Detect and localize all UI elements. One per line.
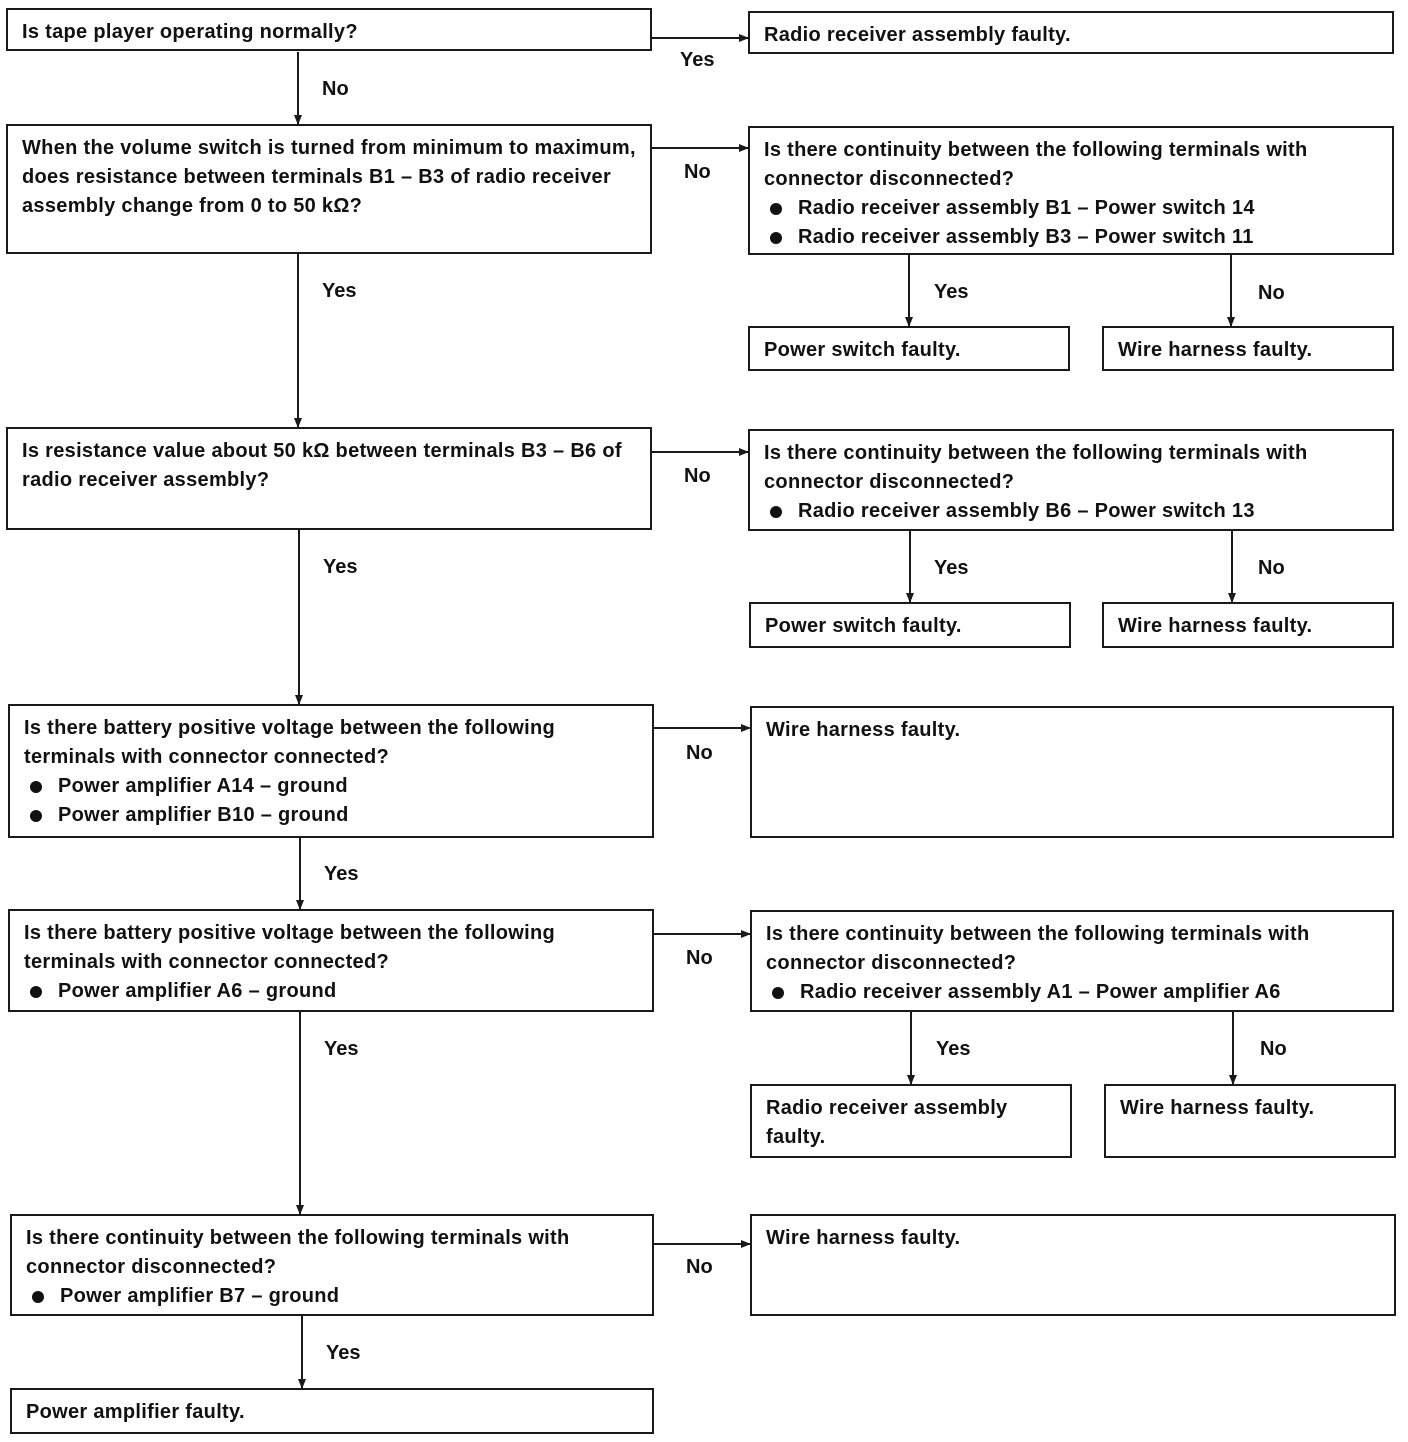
check-continuity-a1-a6-text: Is there continuity between the following terminals with connector disconnected? (766, 923, 1310, 974)
label-q1-no: No (322, 78, 349, 100)
result-power-switch-faulty-text: Power switch faulty. (765, 615, 962, 637)
label-c3-yes: Yes (934, 557, 969, 579)
result-wire-harness-faulty (750, 1214, 1396, 1316)
check-continuity-b6-text: Is there continuity between the following terminals with connector disconnected? (764, 442, 1308, 493)
question-battery-voltage-a14-b10-text: Is there battery positive voltage between the following terminals with connector connected? (24, 717, 556, 768)
label-q3-no: No (684, 465, 711, 487)
label-c3-no: No (1258, 557, 1285, 579)
label-q3-yes: Yes (323, 556, 358, 578)
question-resistance-b3-b6 (6, 427, 652, 530)
label-q5-no: No (686, 947, 713, 969)
bullet-item: Power amplifier B10 – ground (24, 801, 638, 830)
result-power-amplifier-faulty (10, 1388, 654, 1434)
check-continuity-b1-b3-text: Is there continuity between the following terminals with connector disconnected? (764, 139, 1308, 190)
result-wire-harness-faulty-text: Wire harness faulty. (766, 719, 961, 741)
question-continuity-b7 (10, 1214, 654, 1316)
check-continuity-b1-b3 (748, 126, 1394, 255)
label-q4-yes: Yes (324, 863, 359, 885)
result-radio-receiver-faulty-text: Radio receiver assembly faulty. (766, 1097, 1008, 1148)
bullet-item: Power amplifier A14 – ground (24, 772, 638, 801)
bullet-item: Power amplifier A6 – ground (24, 977, 638, 1006)
result-wire-harness-faulty-text: Wire harness faulty. (766, 1227, 961, 1249)
label-c5-no: No (1260, 1038, 1287, 1060)
question-battery-voltage-a6 (8, 909, 654, 1012)
result-wire-harness-faulty-text: Wire harness faulty. (1120, 1097, 1315, 1119)
question-battery-voltage-a6-text: Is there battery positive voltage between the following terminals with connector connected? (24, 922, 556, 973)
check-continuity-a1-a6 (750, 910, 1394, 1012)
result-wire-harness-faulty (1102, 326, 1394, 371)
label-c2-no: No (1258, 282, 1285, 304)
result-wire-harness-faulty-text: Wire harness faulty. (1118, 339, 1313, 361)
result-radio-receiver-faulty-text: Radio receiver assembly faulty. (764, 24, 1071, 46)
result-wire-harness-faulty-text: Wire harness faulty. (1118, 615, 1313, 637)
label-c5-yes: Yes (936, 1038, 971, 1060)
question-volume-resistance-text: When the volume switch is turned from minimum to maximum, does resistance between terminals B1 – B3 of radio receiver assembly change from 0 to 50 kΩ? (22, 137, 636, 217)
result-power-amplifier-faulty-text: Power amplifier faulty. (26, 1401, 245, 1423)
question-tape-player-text: Is tape player operating normally? (22, 21, 358, 43)
label-q2-yes: Yes (322, 280, 357, 302)
label-q6-yes: Yes (326, 1342, 361, 1364)
result-wire-harness-faulty (750, 706, 1394, 838)
label-c2-yes: Yes (934, 281, 969, 303)
label-q1-yes: Yes (680, 49, 715, 71)
bullet-item: Power amplifier B7 – ground (26, 1282, 638, 1311)
bullet-item: Radio receiver assembly B6 – Power switch 13 (764, 497, 1378, 526)
check-continuity-b6 (748, 429, 1394, 531)
question-battery-voltage-a14-b10 (8, 704, 654, 838)
result-power-switch-faulty-text: Power switch faulty. (764, 339, 961, 361)
result-wire-harness-faulty (1104, 1084, 1396, 1158)
question-tape-player (6, 8, 652, 51)
label-q2-no: No (684, 161, 711, 183)
bullet-item: Radio receiver assembly A1 – Power amplifier A6 (766, 978, 1378, 1007)
result-radio-receiver-faulty (750, 1084, 1072, 1158)
bullet-item: Radio receiver assembly B3 – Power switch 11 (764, 223, 1378, 252)
result-power-switch-faulty (749, 602, 1071, 648)
bullet-item: Radio receiver assembly B1 – Power switch 14 (764, 194, 1378, 223)
label-q6-no: No (686, 1256, 713, 1278)
result-wire-harness-faulty (1102, 602, 1394, 648)
result-radio-receiver-faulty (748, 11, 1394, 54)
question-resistance-b3-b6-text: Is resistance value about 50 kΩ between terminals B3 – B6 of radio receiver assembly? (22, 440, 622, 491)
label-q5-yes: Yes (324, 1038, 359, 1060)
result-power-switch-faulty (748, 326, 1070, 371)
label-q4-no: No (686, 742, 713, 764)
question-continuity-b7-text: Is there continuity between the following terminals with connector disconnected? (26, 1227, 570, 1278)
question-volume-resistance (6, 124, 652, 254)
